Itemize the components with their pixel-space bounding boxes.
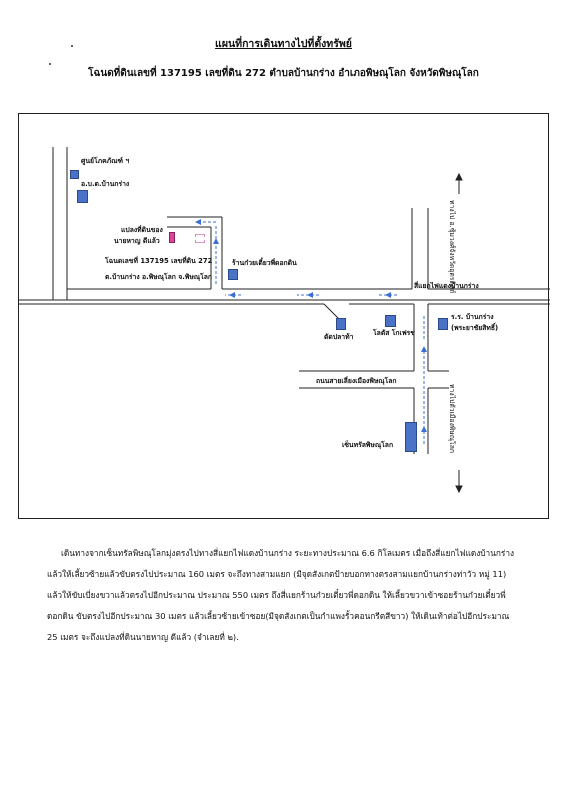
label-to-phitsanulok: ทางไปตัวเมืองพิษณุโลก bbox=[448, 384, 456, 453]
label-lotus: โลตัส โกเฟรช bbox=[373, 329, 415, 337]
building-marker bbox=[77, 190, 88, 203]
label-location: ต.บ้านกร่าง อ.พิษณุโลก จ.พิษณุโลก bbox=[105, 273, 213, 281]
label-deed: โฉนดเลขที่ 137195 เลขที่ดิน 272 bbox=[105, 257, 213, 265]
building-marker bbox=[405, 422, 417, 452]
building-marker bbox=[438, 318, 448, 330]
label-intersection: สี่แยกไฟแดงบ้านกร่าง bbox=[414, 282, 479, 290]
label-shop: ศูนย์โภคภัณฑ์ ฯ bbox=[81, 157, 130, 165]
page-title: แผนที่การเดินทางไปที่ตั้งทรัพย์ bbox=[215, 38, 352, 50]
route-map bbox=[18, 113, 549, 519]
page-subtitle: โฉนดที่ดินเลขที่ 137195 เลขที่ดิน 272 ตำบลบ้านกร่าง อำเภอพิษณุโลก จังหวัดพิษณุโลก bbox=[88, 68, 479, 79]
label-plot-owner-name: นายหาญ ดีแล้ว bbox=[114, 237, 160, 245]
label-school-name: (พระยาชัยสิทธิ์) bbox=[451, 324, 499, 332]
building-marker bbox=[385, 315, 396, 327]
label-tambon-office: อ.บ.ต.บ้านกร่าง bbox=[81, 180, 130, 188]
label-bypass-road: ถนนสายเลี่ยงเมืองพิษณุโลก bbox=[316, 377, 397, 385]
label-school: ร.ร. บ้านกร่าง bbox=[451, 313, 494, 321]
building-marker bbox=[228, 269, 238, 280]
label-to-uttaradit: ทางไป อ.ซุ้มวงศ์จังหวัดอุตรดิตถ์ bbox=[448, 200, 456, 294]
building-marker bbox=[70, 170, 79, 179]
building-marker bbox=[336, 318, 346, 330]
plot-marker bbox=[169, 232, 175, 243]
label-market: ตัดปลาท้า bbox=[324, 333, 354, 341]
scan-speck bbox=[49, 63, 51, 65]
route-description: เดินทางจากเซ็นทรัลพิษณุโลกมุ่งตรงไปทางสี่แยกไฟแดงบ้านกร่าง ระยะทางประมาณ 6.6 กิโลเมตร เมื่อถึงสี่แยกไฟแดงบ้านกร่างแล้วให้เลี้ยวซ้ายแล้วขับตรงไปประมาณ 160 เมตร จะถึงทางสามแยก (มีจุดสังเกตป้ายบอกทางตรงสามแยกบ้านกร่างท่าวัว หมู่ 11) แล้วให้ขับเบี่ยงขวาแล้วตรงไปอีกประมาณ ประมาณ 550 เมตร ถึงสี่แยกร้านก๋วยเตี๋ยวพี่ดอกดิน ให้เลี้ยวขวาเข้าซอยร้านก๋วยเตี๋ยวพี่ดอกดิน ขับตรงไปอีกประมาณ 30 เมตร แล้วเลี้ยวซ้ายเข้าซอย(มีจุดสังเกตเป็นกำแพงรั้วคอนกรีตสีขาว) ให้เดินเท้าต่อไปอีกประมาณ 25 เมตร จะถึงแปลงที่ดินนายหาญ ดีแล้ว (จำเลยที่ ๒). bbox=[47, 548, 515, 642]
label-plot-owner: แปลงที่ดินของ bbox=[121, 226, 163, 234]
plot-outline bbox=[195, 234, 205, 243]
label-central: เซ็นทรัลพิษณุโลก bbox=[342, 441, 394, 449]
label-noodle-shop: ร้านก๋วยเตี๋ยวพี่ดอกดิน bbox=[232, 259, 297, 267]
